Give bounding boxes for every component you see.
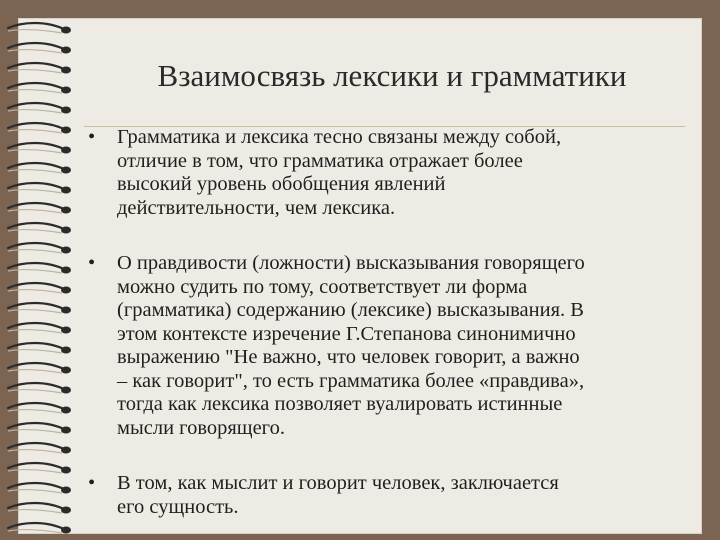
spiral-ring-icon: [8, 443, 71, 454]
bullet-line: выражению "Не важно, что человек говорит, а важно: [117, 346, 580, 368]
spiral-ring-icon: [8, 263, 71, 274]
spiral-ring-icon: [8, 203, 71, 214]
bullet-line: этом контексте изречение Г.Степанова синонимично: [117, 322, 576, 345]
spiral-binding-icon: [0, 18, 80, 534]
bullet-line: (грамматика) содержанию (лексике) высказывания. В: [117, 299, 584, 321]
spiral-ring-icon: [8, 383, 71, 394]
spiral-ring-icon: [8, 23, 71, 34]
spiral-ring-icon: [8, 63, 71, 74]
spiral-ring-icon: [8, 323, 71, 334]
spiral-ring-icon: [8, 43, 71, 54]
bullet-line: можно судить по тому, соответствует ли форма: [117, 275, 528, 298]
spiral-ring-icon: [8, 103, 71, 114]
spiral-ring-icon: [8, 343, 71, 354]
bullet-line: О правдивости (ложности) высказывания говорящего: [117, 252, 585, 274]
spiral-ring-icon: [8, 123, 71, 134]
spiral-ring-icon: [8, 523, 71, 534]
spiral-ring-icon: [8, 83, 71, 94]
spiral-ring-icon: [8, 403, 71, 414]
spiral-ring-icon: [8, 283, 71, 294]
bullet-line: действительности, чем лексика.: [117, 196, 396, 219]
spiral-ring-icon: [8, 183, 71, 194]
spiral-ring-icon: [8, 223, 71, 234]
slide-title: Взаимосвязь лексики и грамматики: [157, 58, 627, 93]
spiral-ring-icon: [8, 503, 71, 514]
bullet-line: В том, как мыслит и говорит человек, заключается: [117, 472, 559, 494]
bullet-line: отличие в том, что грамматика отражает более: [117, 149, 523, 172]
bullet-text: [117, 126, 687, 220]
spiral-ring-icon: [8, 483, 71, 494]
bullet-text: [117, 252, 687, 440]
spiral-ring-icon: [8, 463, 71, 474]
bullet-marker: •: [88, 252, 96, 274]
bullet-line: высокий уровень обобщения явлений: [117, 173, 446, 195]
bullet-marker: •: [88, 126, 96, 148]
spiral-ring-icon: [8, 243, 71, 254]
bullet-marker: •: [88, 472, 96, 494]
bullet-line: тогда как лексика позволяет вуалировать истинные: [117, 393, 563, 415]
spiral-ring-icon: [8, 363, 71, 374]
spiral-ring-icon: [8, 423, 71, 434]
bullet-line: Грамматика и лексика тесно связаны между собой,: [117, 126, 562, 148]
spiral-ring-icon: [8, 303, 71, 314]
bullet-line: – как говорит", то есть грамматика более «правдива»,: [117, 369, 585, 392]
spiral-ring-icon: [8, 163, 71, 174]
bullet-text: [117, 472, 687, 519]
bullet-line: мысли говорящего.: [117, 416, 285, 439]
spiral-ring-icon: [8, 143, 71, 154]
bullet-line: его сущность.: [117, 495, 239, 518]
